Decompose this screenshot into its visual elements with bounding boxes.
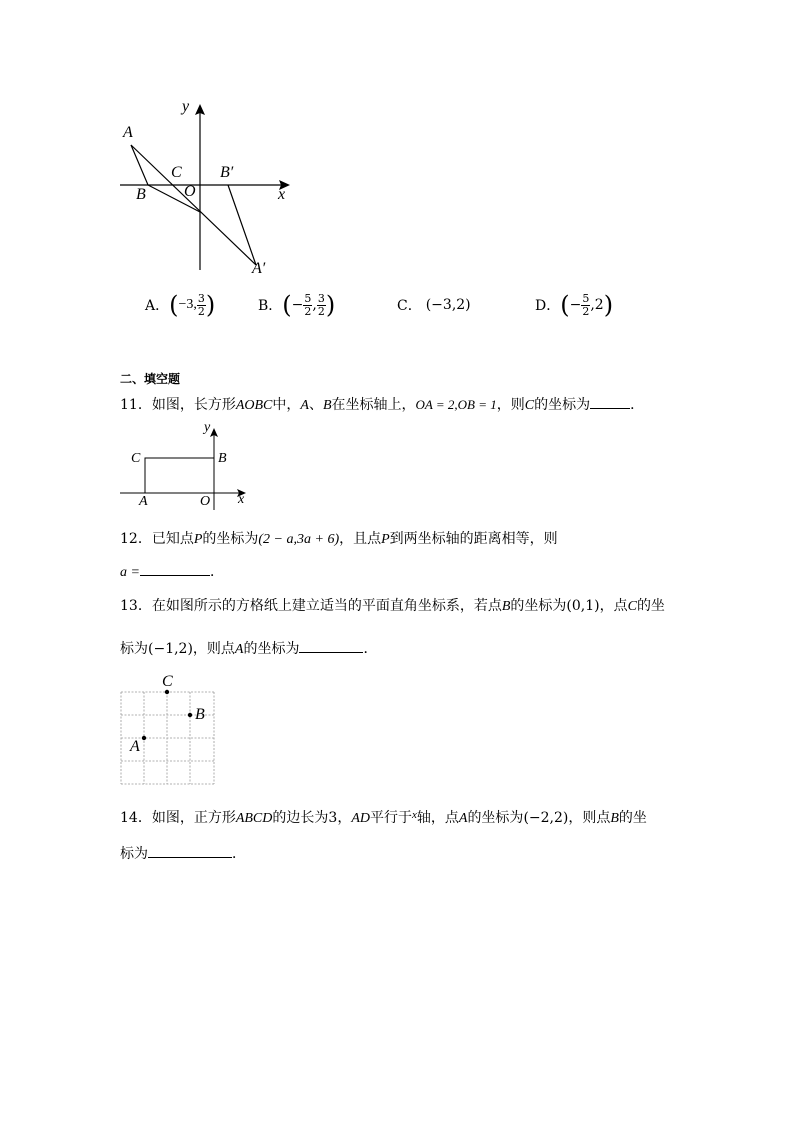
fig2-label-c: C	[131, 451, 141, 466]
option-b-fraction-1: $\frac{5}{2}$	[304, 291, 312, 318]
question-11: 11．如图，长方形AOBC中，A、B在坐标轴上，OA = 2,OB = 1，则C的坐标为 ．	[120, 394, 644, 416]
q14-answer-blank[interactable]	[148, 843, 232, 858]
q13-answer-blank[interactable]	[299, 638, 363, 653]
option-d-tail: ,2	[590, 297, 604, 313]
figure-1	[0, 0, 794, 290]
question-14-line-2: 标为 ．	[120, 843, 246, 864]
option-d[interactable]	[535, 288, 613, 322]
fig2-label-o: O	[200, 494, 211, 509]
option-d-neg: −	[569, 297, 582, 313]
option-a-close-paren: )	[205, 291, 216, 319]
segment-aap	[131, 145, 256, 265]
section-title: 二、填空题	[120, 372, 181, 386]
fig2-label-x: x	[238, 492, 245, 507]
option-b[interactable]	[258, 288, 335, 322]
option-d-open-paren: (	[560, 291, 570, 319]
option-b-label: B．	[258, 298, 283, 314]
label-b-prime: B′	[220, 164, 234, 181]
fig3-label-b: B	[195, 706, 205, 723]
question-12-line-2: a = ．	[120, 561, 224, 583]
point-a	[142, 736, 146, 740]
q11-answer-blank[interactable]	[590, 394, 630, 409]
option-c-value: (−3,2)	[425, 297, 471, 313]
figure-2	[0, 420, 300, 520]
label-b: B	[136, 186, 146, 203]
option-b-open-paren: (	[282, 291, 292, 319]
fig2-label-a: A	[139, 494, 148, 509]
option-b-comma: ,	[312, 297, 317, 313]
figure-2-svg	[0, 420, 300, 520]
option-b-fraction-2: $\frac{3}{2}$	[317, 291, 325, 318]
option-a-open-paren: (	[169, 291, 179, 319]
question-12-line-1: 12．已知点P的坐标为(2 − a,3a + 6)，且点P到两坐标轴的距离相等，则	[120, 531, 558, 547]
label-o: O	[184, 183, 196, 200]
question-14-line-1: 14．如图，正方形ABCD的边长为3，AD平行于$^x$轴，点A的坐标为(−2,2)，则点B的坐	[120, 809, 647, 826]
label-x: x	[278, 186, 286, 203]
option-a-label: A．	[145, 298, 170, 314]
question-13-line-2: 标为(−1,2)，则点A的坐标为 ．	[120, 638, 377, 660]
option-a-fraction: $\frac{3}{2}$	[197, 291, 205, 318]
option-b-close-paren: )	[325, 291, 336, 319]
option-c-label: C．	[397, 298, 422, 314]
fig3-label-a: A	[130, 738, 140, 755]
q12-answer-blank[interactable]	[140, 561, 210, 576]
point-b	[188, 713, 192, 717]
option-a-value: −3,	[178, 297, 197, 312]
option-a[interactable]	[145, 288, 215, 322]
label-a: A	[123, 124, 133, 141]
figure-3-svg	[0, 670, 260, 790]
option-c[interactable]	[397, 288, 471, 322]
option-b-neg: −	[291, 297, 304, 313]
question-13-line-1: 13．在如图所示的方格纸上建立适当的平面直角坐标系，若点B的坐标为(0,1)，点C的坐	[120, 598, 665, 614]
figure-1-svg	[0, 0, 794, 290]
segment-bpap	[228, 185, 256, 265]
option-d-fraction: $\frac{5}{2}$	[582, 291, 590, 318]
fig2-label-y: y	[204, 420, 211, 435]
label-c: C	[171, 164, 182, 181]
rectangle-aobc	[145, 458, 214, 493]
option-d-label: D．	[535, 298, 561, 314]
label-a-prime: A′	[252, 260, 266, 277]
label-y: y	[182, 98, 190, 115]
fig3-label-c: C	[162, 673, 173, 690]
option-d-close-paren: )	[603, 291, 614, 319]
figure-3	[0, 670, 260, 790]
fig2-label-b: B	[218, 451, 227, 466]
